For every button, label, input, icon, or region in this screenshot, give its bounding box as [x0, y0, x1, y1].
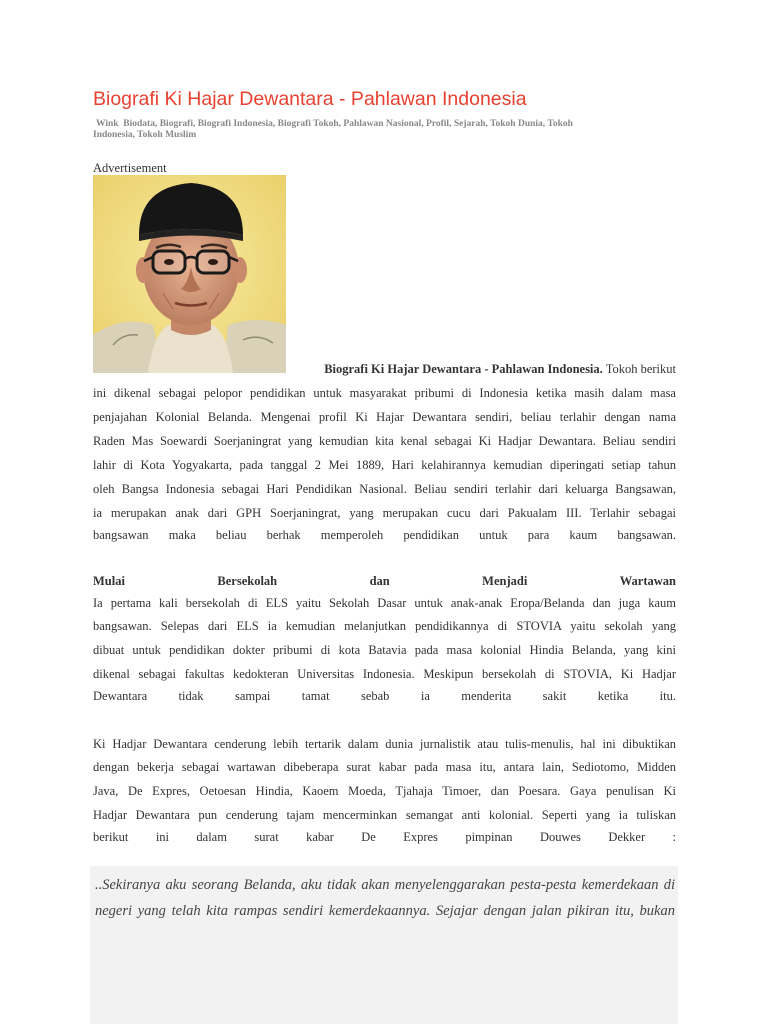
section-heading-word: Bersekolah: [217, 574, 278, 588]
intro-line-6: oleh Bangsa Indonesia sebagai Hari Pendidikan Nasional. Beliau sendiri terlahir dari keluarga Bangsawan,: [93, 482, 676, 496]
section-heading-word: Wartawan: [619, 574, 676, 588]
section-heading: [93, 569, 676, 593]
school-line-5: Dewantara tidak sampai tamat sebab ia menderita sakit ketika itu.: [93, 689, 676, 703]
section-heading-word: dan: [369, 574, 390, 588]
post-labels[interactable]: Biodata, Biografi, Biografi Indonesia, Biografi Tokoh, Pahlawan Nasional, Profil, Sejarah, Tokoh Dunia, Tokoh: [123, 119, 573, 129]
post-meta-line-2[interactable]: Indonesia, Tokoh Muslim: [93, 130, 197, 140]
section-heading-word: Menjadi: [482, 574, 528, 588]
quote-line-1: ..Sekiranya aku seorang Belanda, aku tidak akan menyelenggarakan pesta-pesta kemerdekaan di: [95, 877, 675, 893]
journalism-line-4: Hadjar Dewantara pun cenderung tajam mencerminkan semangat anti kolonial. Seperti yang ia tuliskan: [93, 808, 676, 822]
school-line-1: Ia pertama kali bersekolah di ELS yaitu Sekolah Dasar untuk anak-anak Eropa/Belanda dan juga kaum: [93, 596, 676, 610]
post-meta-line-1: [93, 119, 676, 130]
advertisement-label: Advertisement: [93, 161, 167, 175]
quote-line-2: negeri yang telah kita rampas sendiri kemerdekaannya. Sejajar dengan jalan pikiran itu, bukan: [95, 903, 675, 919]
intro-lead: Biografi Ki Hajar Dewantara - Pahlawan Indonesia.: [324, 362, 603, 376]
blockquote: [90, 866, 678, 1024]
intro-line-3: penjajahan Kolonial Belanda. Mengenai profil Ki Hajar Dewantara sendiri, beliau terlahir dengan nama: [93, 410, 676, 424]
intro-line-5: lahir di Kota Yogyakarta, pada tanggal 2 Mei 1889, Hari kelahirannya kemudian diperingati setiap tahun: [93, 458, 676, 472]
intro-line-8: bangsawan maka beliau berhak memperoleh pendidikan untuk para kaum bangsawan.: [93, 528, 676, 542]
portrait-image: [93, 175, 286, 373]
journalism-line-2: dengan bekerja sebagai wartawan dibeberapa surat kabar pada masa itu, antara lain, Sediotomo, Midden: [93, 760, 676, 774]
intro-first-line-rest: Tokoh berikut: [602, 362, 676, 376]
intro-line-7: ia merupakan anak dari GPH Soerjaningrat, yang merupakan cucu dari Pakualam III. Terlahir sebagai: [93, 506, 676, 520]
journalism-line-1: Ki Hadjar Dewantara cenderung lebih tertarik dalam dunia jurnalistik atau tulis-menulis, hal ini dibuktikan: [93, 737, 676, 751]
school-line-2: bangsawan. Selepas dari ELS ia kemudian melanjutkan pendidikannya di STOVIA yaitu sekolah yang: [93, 619, 676, 633]
school-line-4: dikenal sebagai fakultas kedokteran Universitas Indonesia. Meskipun bersekolah di STOVIA, Ki Hadjar: [93, 667, 676, 681]
journalism-line-3: Java, De Expres, Oetoesan Hindia, Kaoem Moeda, Tjahaja Timoer, dan Poesara. Gaya penulisan Ki: [93, 784, 676, 798]
section-heading-word: Mulai: [93, 574, 125, 588]
post-author[interactable]: Wink: [96, 119, 119, 129]
journalism-line-5: berikut ini dalam surat kabar De Expres pimpinan Douwes Dekker :: [93, 830, 676, 844]
intro-first-line: [93, 357, 676, 381]
intro-line-4: Raden Mas Soewardi Soerjaningrat yang kemudian kita kenal sebagai Ki Hadjar Dewantara. Beliau sendiri: [93, 434, 676, 448]
post-meta: [93, 119, 676, 141]
school-line-3: dibuat untuk pendidikan dokter pribumi di kota Batavia pada masa kolonial Hindia Belanda, yang kini: [93, 643, 676, 657]
post-title[interactable]: Biografi Ki Hajar Dewantara - Pahlawan Indonesia: [93, 88, 527, 110]
intro-line-2: ini dikenal sebagai pelopor pendidikan untuk masyarakat pribumi di Indonesia ketika masih dalam masa: [93, 386, 676, 400]
